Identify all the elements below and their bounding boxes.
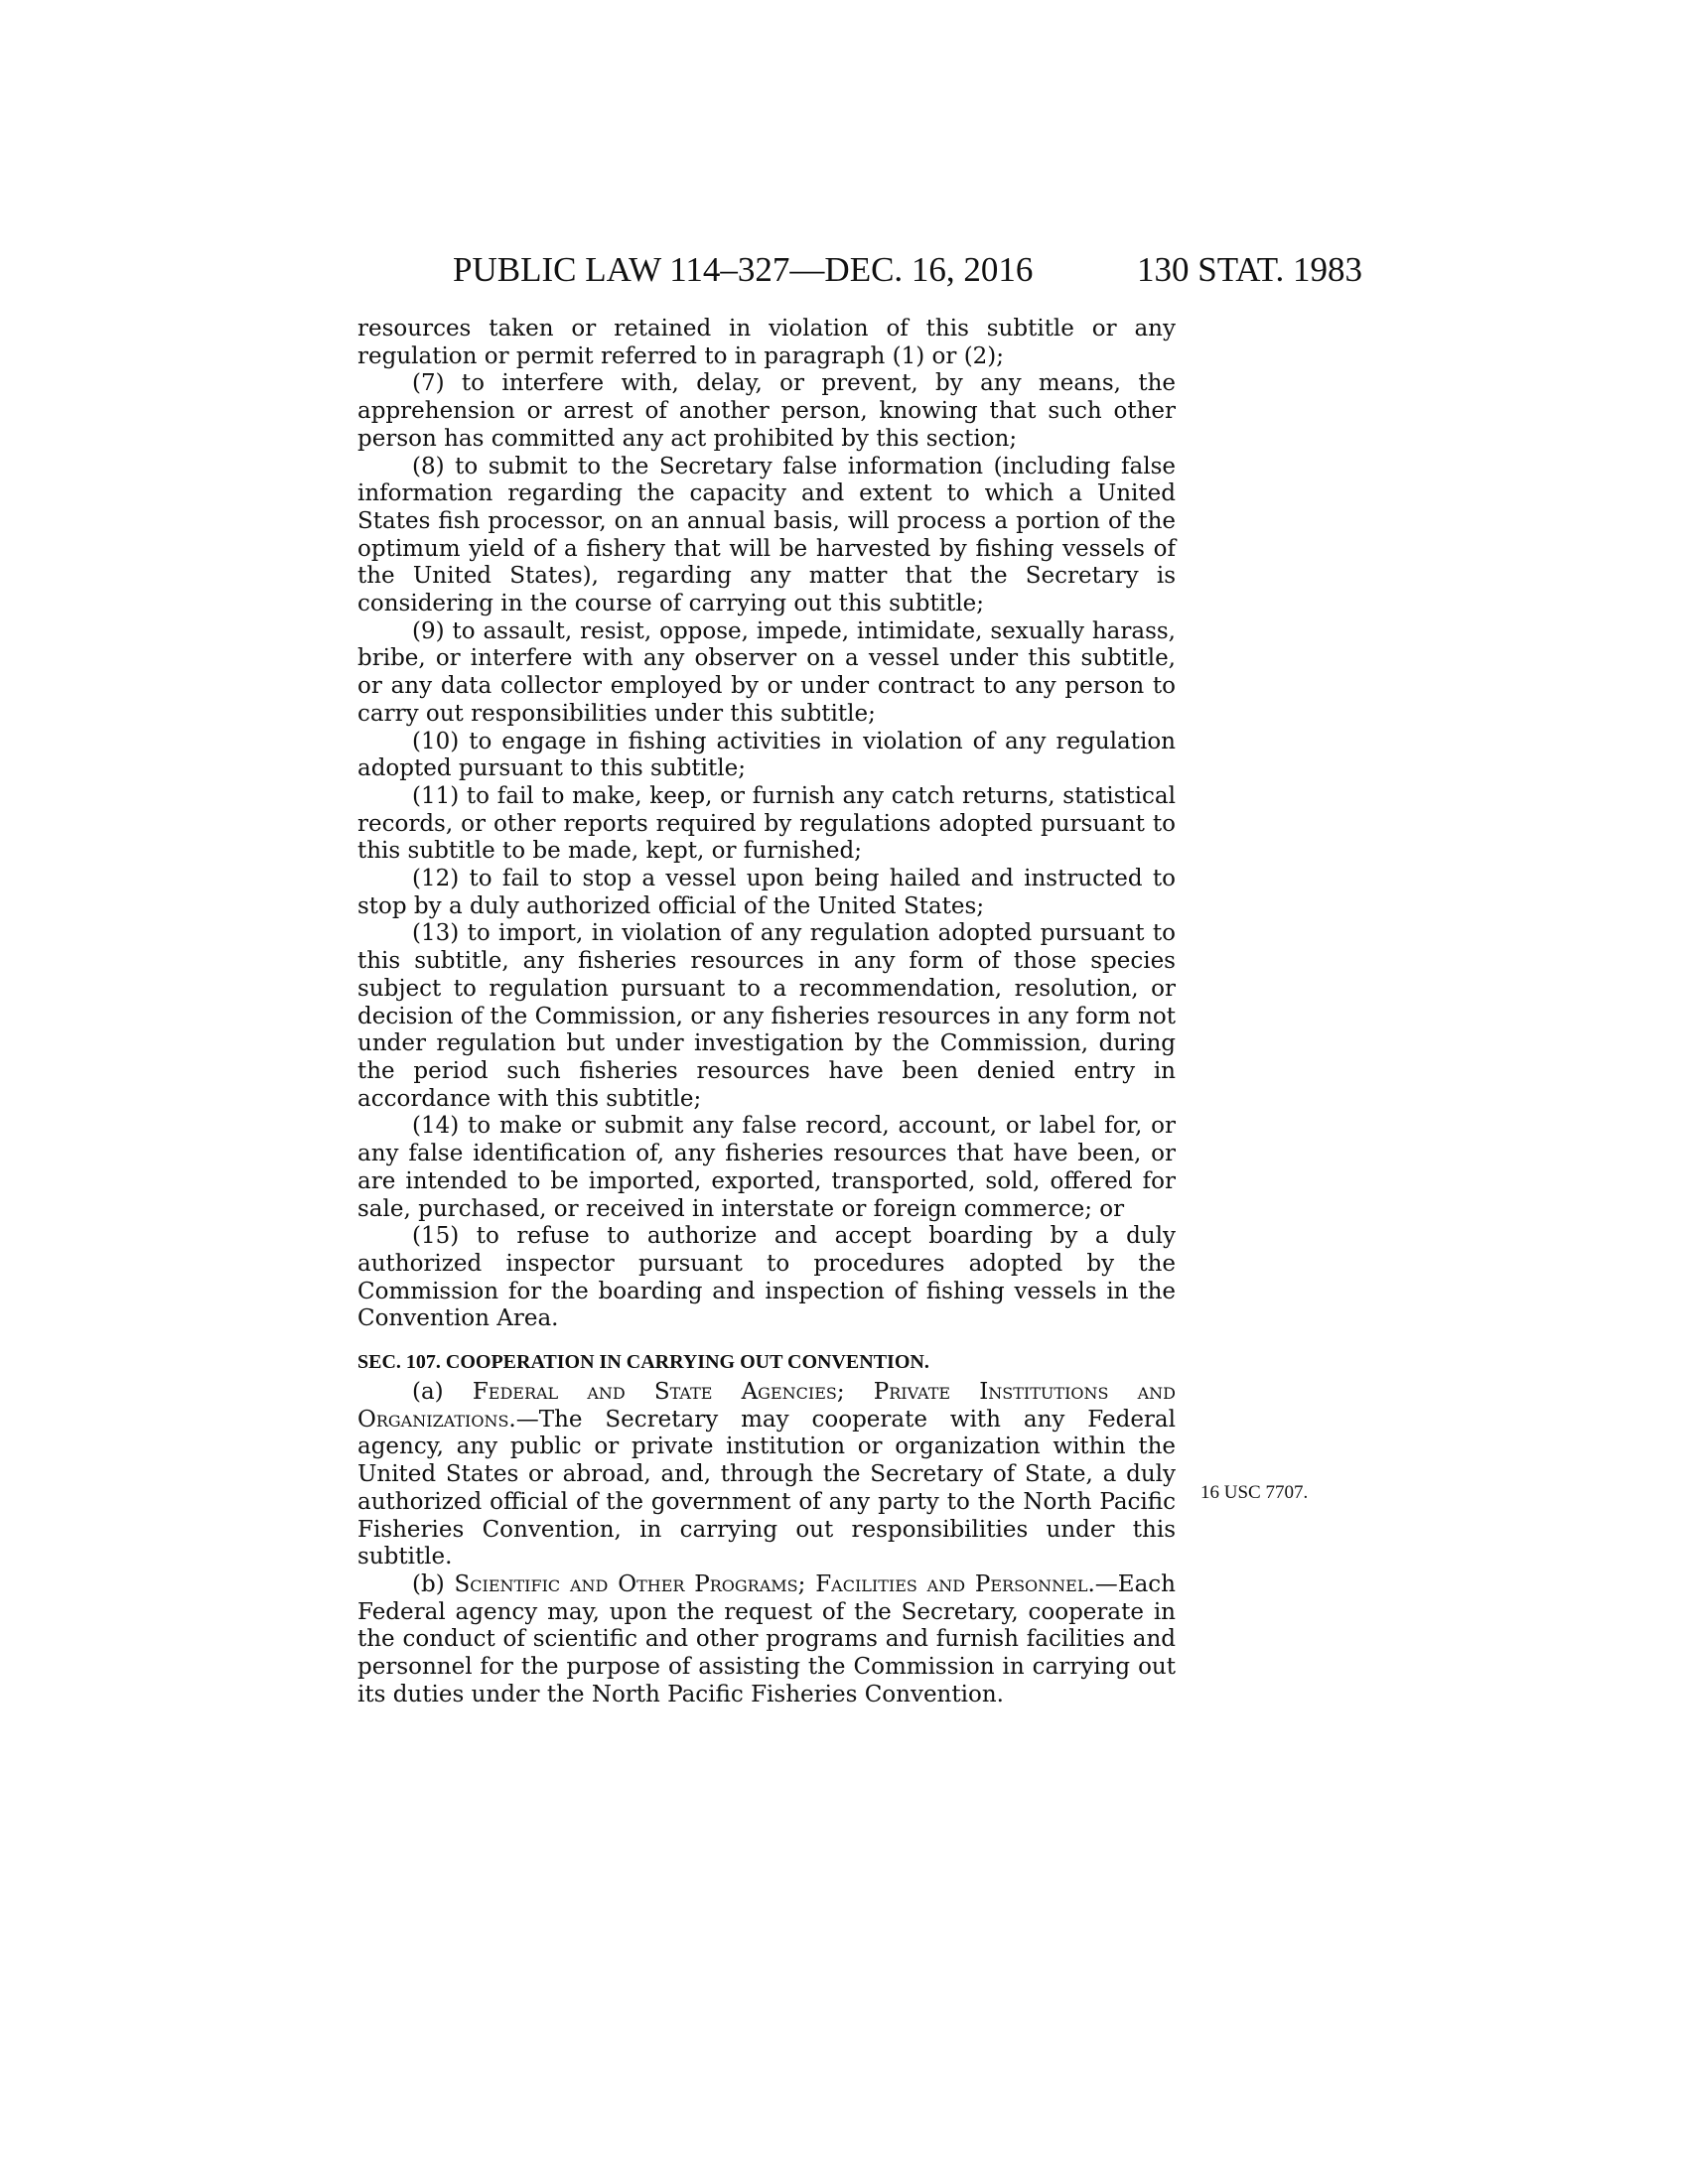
subsection-b-caption: Scientific and Other Programs; Facilities and Personnel. bbox=[454, 1570, 1095, 1597]
body-text bbox=[357, 316, 1176, 1708]
statute-page-number: 130 STAT. 1983 bbox=[1137, 250, 1362, 289]
subsection-b-text: —Each Federal agency may, upon the request of the Secretary, cooperate in the conduct of scientific and other programs and furnish facilities and personnel for the purpose of assisting the Commission in carrying out its duties under the North Pacific Fisheries Convention. bbox=[357, 1570, 1176, 1707]
subsection-b-label: (b) bbox=[412, 1570, 445, 1597]
paragraph-8: (8) to submit to the Secretary false information (including false information regarding the capacity and extent to which a United States fish processor, on an annual basis, will process a portion of the optimum yield of a fishery that will be harvested by fishing vessels of the United States), regarding any matter that the Secretary is considering in the course of carrying out this subtitle; bbox=[357, 453, 1176, 617]
paragraph-continued: resources taken or retained in violation of this subtitle or any regulation or permit referred to in paragraph (1) or (2); bbox=[357, 316, 1176, 369]
subsection-a bbox=[357, 1379, 1176, 1571]
subsection-a-label: (a) bbox=[412, 1379, 444, 1406]
subsection-a-text: —The Secretary may cooperate with any Federal agency, any public or private institution or organization within the United States or abroad, and, through the Secretary of State, a duly authorized official of the government of any party to the North Pacific Fisheries Convention, in carrying out responsibilities under this subtitle. bbox=[357, 1406, 1176, 1570]
subsection-a-caption: Federal and State Agencies; Private Institutions and Organizations. bbox=[357, 1379, 1176, 1433]
paragraph-9: (9) to assault, resist, oppose, impede, intimidate, sexually harass, bribe, or interfere with any observer on a vessel under this subtitle, or any data collector employed by or under contract to any person to carry out responsibilities under this subtitle; bbox=[357, 617, 1176, 727]
section-heading: SEC. 107. COOPERATION IN CARRYING OUT CONVENTION. bbox=[357, 1351, 929, 1374]
public-law-citation: PUBLIC LAW 114–327—DEC. 16, 2016 bbox=[453, 250, 1034, 289]
subsection-b bbox=[357, 1571, 1176, 1709]
paragraph-15: (15) to refuse to authorize and accept boarding by a duly authorized inspector pursuant to procedures adopted by the Commission for the boarding and inspection of fishing vessels in the Convention Area. bbox=[357, 1223, 1176, 1332]
page-header bbox=[357, 248, 1362, 292]
paragraph-10: (10) to engage in fishing activities in violation of any regulation adopted pursuant to this subtitle; bbox=[357, 728, 1176, 782]
paragraph-13: (13) to import, in violation of any regulation adopted pursuant to this subtitle, any fisheries resources in any form of those species subject to regulation pursuant to a recommendation, resolution, or decision of the Commission, or any fisheries resources in any form not under regulation but under investigation by the Commission, during the period such fisheries resources have been denied entry in accordance with this subtitle; bbox=[357, 920, 1176, 1112]
paragraph-12: (12) to fail to stop a vessel upon being hailed and instructed to stop by a duly authorized official of the United States; bbox=[357, 866, 1176, 919]
paragraph-7: (7) to interfere with, delay, or prevent, by any means, the apprehension or arrest of another person, knowing that such other person has committed any act prohibited by this section; bbox=[357, 370, 1176, 452]
paragraph-11: (11) to fail to make, keep, or furnish any catch returns, statistical records, or other reports required by regulations adopted pursuant to this subtitle to be made, kept, or furnished; bbox=[357, 782, 1176, 865]
paragraph-14: (14) to make or submit any false record, account, or label for, or any false identification of, any fisheries resources that have been, or are intended to be imported, exported, transported, sold, offered for sale, purchased, or received in interstate or foreign commerce; or bbox=[357, 1113, 1176, 1222]
usc-margin-note: 16 USC 7707. bbox=[1200, 1482, 1309, 1503]
